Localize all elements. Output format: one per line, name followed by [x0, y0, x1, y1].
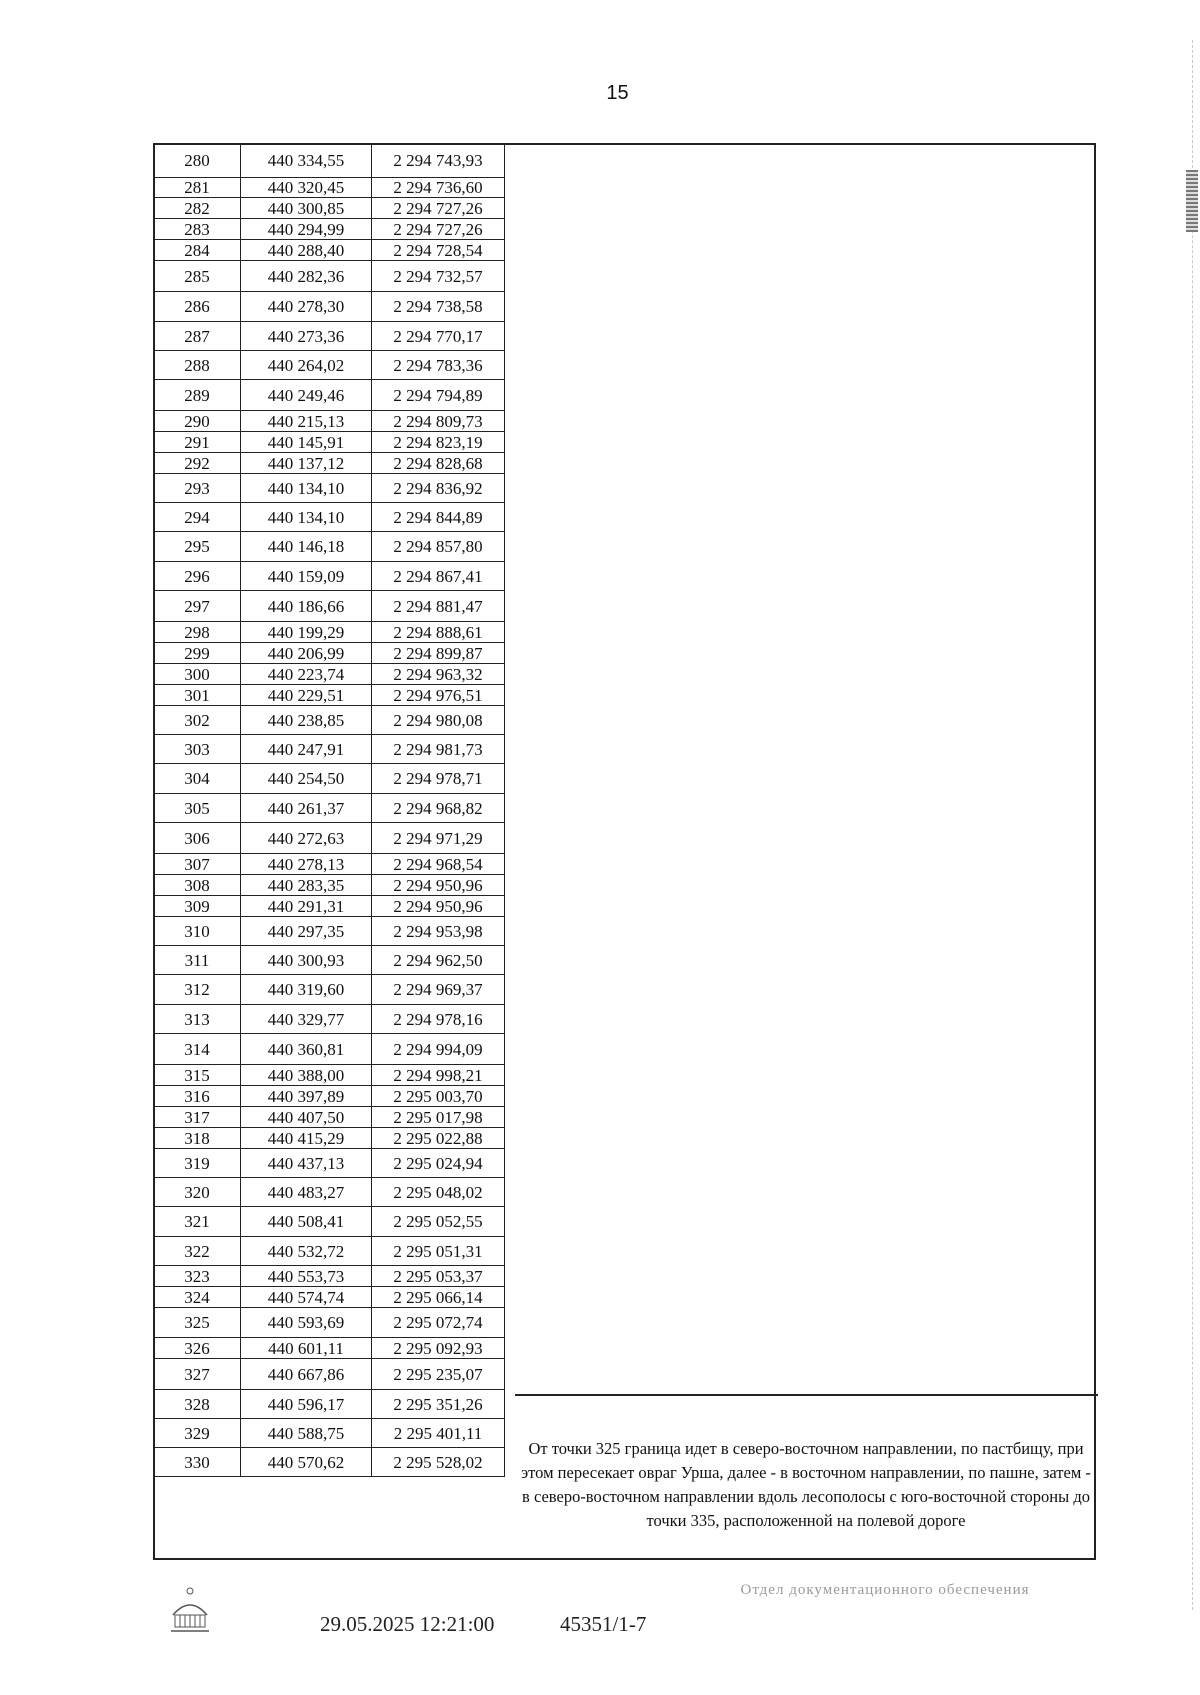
y-coordinate-cell: 2 295 092,93 — [372, 1338, 505, 1359]
table-row — [154, 411, 505, 432]
point-number-cell: 292 — [154, 453, 241, 474]
table-row — [154, 1308, 505, 1338]
point-number-cell: 305 — [154, 794, 241, 823]
table-row — [154, 643, 505, 664]
x-coordinate-cell: 440 199,29 — [241, 622, 372, 643]
y-coordinate-cell: 2 294 738,58 — [372, 292, 505, 322]
x-coordinate-cell: 440 397,89 — [241, 1086, 372, 1107]
x-coordinate-cell: 440 291,31 — [241, 896, 372, 917]
y-coordinate-cell: 2 295 066,14 — [372, 1287, 505, 1308]
y-coordinate-cell: 2 294 950,96 — [372, 875, 505, 896]
table-row — [154, 1419, 505, 1448]
y-coordinate-cell: 2 294 968,54 — [372, 854, 505, 875]
point-number-cell: 297 — [154, 591, 241, 622]
x-coordinate-cell: 440 329,77 — [241, 1005, 372, 1034]
y-coordinate-cell: 2 295 003,70 — [372, 1086, 505, 1107]
table-row — [154, 1065, 505, 1086]
point-number-cell: 296 — [154, 562, 241, 591]
x-coordinate-cell: 440 283,35 — [241, 875, 372, 896]
x-coordinate-cell: 440 570,62 — [241, 1448, 372, 1477]
x-coordinate-cell: 440 415,29 — [241, 1128, 372, 1149]
table-row — [154, 1287, 505, 1308]
footer-doc-number: 45351/1-7 — [560, 1612, 647, 1636]
y-coordinate-cell: 2 294 727,26 — [372, 219, 505, 240]
point-number-cell: 287 — [154, 322, 241, 351]
y-coordinate-cell: 2 294 823,19 — [372, 432, 505, 453]
table-row — [154, 735, 505, 764]
x-coordinate-cell: 440 334,55 — [241, 144, 372, 178]
point-number-cell: 299 — [154, 643, 241, 664]
table-row — [154, 1390, 505, 1419]
point-number-cell: 320 — [154, 1178, 241, 1207]
table-row — [154, 219, 505, 240]
x-coordinate-cell: 440 249,46 — [241, 380, 372, 411]
point-number-cell: 311 — [154, 946, 241, 975]
x-coordinate-cell: 440 278,13 — [241, 854, 372, 875]
x-coordinate-cell: 440 437,13 — [241, 1149, 372, 1178]
table-row — [154, 1005, 505, 1034]
point-number-cell: 329 — [154, 1419, 241, 1448]
table-row — [154, 764, 505, 794]
point-number-cell: 324 — [154, 1287, 241, 1308]
table-row — [154, 622, 505, 643]
table-row — [154, 562, 505, 591]
x-coordinate-cell: 440 574,74 — [241, 1287, 372, 1308]
y-coordinate-cell: 2 295 235,07 — [372, 1359, 505, 1390]
table-row — [154, 292, 505, 322]
table-row — [154, 946, 505, 975]
x-coordinate-cell: 440 532,72 — [241, 1237, 372, 1266]
y-coordinate-cell: 2 295 048,02 — [372, 1178, 505, 1207]
x-coordinate-cell: 440 278,30 — [241, 292, 372, 322]
x-coordinate-cell: 440 134,10 — [241, 503, 372, 532]
point-number-cell: 330 — [154, 1448, 241, 1477]
y-coordinate-cell: 2 295 401,11 — [372, 1419, 505, 1448]
point-number-cell: 308 — [154, 875, 241, 896]
y-coordinate-cell: 2 295 017,98 — [372, 1107, 505, 1128]
x-coordinate-cell: 440 297,35 — [241, 917, 372, 946]
table-row — [154, 794, 505, 823]
table-row — [154, 1448, 505, 1477]
y-coordinate-cell: 2 294 809,73 — [372, 411, 505, 432]
footer-datetime: 29.05.2025 12:21:00 — [320, 1612, 495, 1636]
x-coordinate-cell: 440 272,63 — [241, 823, 372, 854]
x-coordinate-cell: 440 508,41 — [241, 1207, 372, 1237]
point-number-cell: 307 — [154, 854, 241, 875]
table-row — [154, 591, 505, 622]
point-number-cell: 315 — [154, 1065, 241, 1086]
y-coordinate-cell: 2 294 881,47 — [372, 591, 505, 622]
point-number-cell: 327 — [154, 1359, 241, 1390]
table-row — [154, 917, 505, 946]
page-number: 15 — [606, 82, 629, 104]
point-number-cell: 322 — [154, 1237, 241, 1266]
point-number-cell: 282 — [154, 198, 241, 219]
x-coordinate-cell: 440 294,99 — [241, 219, 372, 240]
y-coordinate-cell: 2 294 963,32 — [372, 664, 505, 685]
table-row — [154, 854, 505, 875]
table-row — [154, 432, 505, 453]
x-coordinate-cell: 440 159,09 — [241, 562, 372, 591]
x-coordinate-cell: 440 282,36 — [241, 261, 372, 292]
y-coordinate-cell: 2 294 976,51 — [372, 685, 505, 706]
table-row — [154, 706, 505, 735]
table-row — [154, 322, 505, 351]
y-coordinate-cell: 2 294 727,26 — [372, 198, 505, 219]
point-number-cell: 306 — [154, 823, 241, 854]
y-coordinate-cell: 2 294 857,80 — [372, 532, 505, 562]
table-row — [154, 240, 505, 261]
table-row — [154, 1128, 505, 1149]
point-number-cell: 317 — [154, 1107, 241, 1128]
point-number-cell: 318 — [154, 1128, 241, 1149]
table-row — [154, 664, 505, 685]
point-number-cell: 326 — [154, 1338, 241, 1359]
y-coordinate-cell: 2 294 981,73 — [372, 735, 505, 764]
table-row — [154, 1338, 505, 1359]
table-row — [154, 144, 505, 178]
x-coordinate-cell: 440 588,75 — [241, 1419, 372, 1448]
point-number-cell: 286 — [154, 292, 241, 322]
point-number-cell: 300 — [154, 664, 241, 685]
y-coordinate-cell: 2 294 888,61 — [372, 622, 505, 643]
y-coordinate-cell: 2 294 962,50 — [372, 946, 505, 975]
x-coordinate-cell: 440 229,51 — [241, 685, 372, 706]
point-number-cell: 285 — [154, 261, 241, 292]
point-number-cell: 280 — [154, 144, 241, 178]
x-coordinate-cell: 440 593,69 — [241, 1308, 372, 1338]
y-coordinate-cell: 2 295 022,88 — [372, 1128, 505, 1149]
x-coordinate-cell: 440 186,66 — [241, 591, 372, 622]
y-coordinate-cell: 2 295 052,55 — [372, 1207, 505, 1237]
boundary-description: От точки 325 граница идет в северо-восточном направлении, по пастбищу, при этом пересекает овраг Урша, далее - в восточном направлении, по пашне, затем - в северо-восточном направлении вдоль лесополосы с юго-восточной стороны до точки 335, расположенной на полевой дороге — [521, 1439, 1091, 1530]
point-number-cell: 309 — [154, 896, 241, 917]
x-coordinate-cell: 440 300,85 — [241, 198, 372, 219]
x-coordinate-cell: 440 254,50 — [241, 764, 372, 794]
y-coordinate-cell: 2 294 978,16 — [372, 1005, 505, 1034]
point-number-cell: 303 — [154, 735, 241, 764]
y-coordinate-cell: 2 294 836,92 — [372, 474, 505, 503]
table-row — [154, 1178, 505, 1207]
x-coordinate-cell: 440 206,99 — [241, 643, 372, 664]
x-coordinate-cell: 440 146,18 — [241, 532, 372, 562]
y-coordinate-cell: 2 294 950,96 — [372, 896, 505, 917]
y-coordinate-cell: 2 294 994,09 — [372, 1034, 505, 1065]
x-coordinate-cell: 440 145,91 — [241, 432, 372, 453]
y-coordinate-cell: 2 294 971,29 — [372, 823, 505, 854]
x-coordinate-cell: 440 388,00 — [241, 1065, 372, 1086]
table-row — [154, 1237, 505, 1266]
y-coordinate-cell: 2 294 728,54 — [372, 240, 505, 261]
y-coordinate-cell: 2 294 732,57 — [372, 261, 505, 292]
point-number-cell: 313 — [154, 1005, 241, 1034]
x-coordinate-cell: 440 320,45 — [241, 178, 372, 198]
y-coordinate-cell: 2 295 528,02 — [372, 1448, 505, 1477]
point-number-cell: 316 — [154, 1086, 241, 1107]
x-coordinate-cell: 440 601,11 — [241, 1338, 372, 1359]
table-row — [154, 1149, 505, 1178]
table-row — [154, 453, 505, 474]
y-coordinate-cell: 2 294 998,21 — [372, 1065, 505, 1086]
y-coordinate-cell: 2 295 072,74 — [372, 1308, 505, 1338]
coordinates-table — [153, 143, 505, 1477]
table-row — [154, 380, 505, 411]
point-number-cell: 301 — [154, 685, 241, 706]
x-coordinate-cell: 440 483,27 — [241, 1178, 372, 1207]
x-coordinate-cell: 440 407,50 — [241, 1107, 372, 1128]
table-row — [154, 1207, 505, 1237]
table-row — [154, 875, 505, 896]
table-row — [154, 351, 505, 380]
x-coordinate-cell: 440 134,10 — [241, 474, 372, 503]
point-number-cell: 290 — [154, 411, 241, 432]
table-row — [154, 198, 505, 219]
table-row — [154, 503, 505, 532]
x-coordinate-cell: 440 360,81 — [241, 1034, 372, 1065]
table-row — [154, 685, 505, 706]
point-number-cell: 288 — [154, 351, 241, 380]
y-coordinate-cell: 2 294 794,89 — [372, 380, 505, 411]
scan-mark-artifact — [1186, 170, 1198, 232]
point-number-cell: 325 — [154, 1308, 241, 1338]
point-number-cell: 314 — [154, 1034, 241, 1065]
x-coordinate-cell: 440 553,73 — [241, 1266, 372, 1287]
point-number-cell: 284 — [154, 240, 241, 261]
coordinates-table-body — [154, 144, 505, 1477]
y-coordinate-cell: 2 294 980,08 — [372, 706, 505, 735]
emblem-icon — [167, 1585, 213, 1635]
x-coordinate-cell: 440 288,40 — [241, 240, 372, 261]
point-number-cell: 294 — [154, 503, 241, 532]
table-row — [154, 178, 505, 198]
point-number-cell: 310 — [154, 917, 241, 946]
table-row — [154, 1086, 505, 1107]
scan-edge-artifact — [1192, 40, 1193, 1610]
y-coordinate-cell: 2 294 844,89 — [372, 503, 505, 532]
y-coordinate-cell: 2 294 736,60 — [372, 178, 505, 198]
point-number-cell: 283 — [154, 219, 241, 240]
y-coordinate-cell: 2 295 053,37 — [372, 1266, 505, 1287]
y-coordinate-cell: 2 294 783,36 — [372, 351, 505, 380]
x-coordinate-cell: 440 273,36 — [241, 322, 372, 351]
y-coordinate-cell: 2 294 899,87 — [372, 643, 505, 664]
y-coordinate-cell: 2 295 051,31 — [372, 1237, 505, 1266]
x-coordinate-cell: 440 319,60 — [241, 975, 372, 1005]
x-coordinate-cell: 440 261,37 — [241, 794, 372, 823]
point-number-cell: 302 — [154, 706, 241, 735]
y-coordinate-cell: 2 294 969,37 — [372, 975, 505, 1005]
table-row — [154, 975, 505, 1005]
table-row — [154, 1107, 505, 1128]
point-number-cell: 328 — [154, 1390, 241, 1419]
point-number-cell: 321 — [154, 1207, 241, 1237]
y-coordinate-cell: 2 294 770,17 — [372, 322, 505, 351]
y-coordinate-cell: 2 294 867,41 — [372, 562, 505, 591]
point-number-cell: 295 — [154, 532, 241, 562]
x-coordinate-cell: 440 247,91 — [241, 735, 372, 764]
y-coordinate-cell: 2 295 024,94 — [372, 1149, 505, 1178]
point-number-cell: 289 — [154, 380, 241, 411]
table-row — [154, 896, 505, 917]
x-coordinate-cell: 440 238,85 — [241, 706, 372, 735]
description-divider — [515, 1394, 1098, 1396]
y-coordinate-cell: 2 295 351,26 — [372, 1390, 505, 1419]
point-number-cell: 293 — [154, 474, 241, 503]
point-number-cell: 298 — [154, 622, 241, 643]
point-number-cell: 291 — [154, 432, 241, 453]
x-coordinate-cell: 440 137,12 — [241, 453, 372, 474]
y-coordinate-cell: 2 294 953,98 — [372, 917, 505, 946]
y-coordinate-cell: 2 294 968,82 — [372, 794, 505, 823]
x-coordinate-cell: 440 300,93 — [241, 946, 372, 975]
table-row — [154, 1034, 505, 1065]
y-coordinate-cell: 2 294 828,68 — [372, 453, 505, 474]
table-row — [154, 532, 505, 562]
table-row — [154, 1359, 505, 1390]
x-coordinate-cell: 440 223,74 — [241, 664, 372, 685]
point-number-cell: 323 — [154, 1266, 241, 1287]
department-stamp: Отдел документационного обеспечения — [740, 1582, 1030, 1598]
table-row — [154, 474, 505, 503]
table-row — [154, 823, 505, 854]
x-coordinate-cell: 440 667,86 — [241, 1359, 372, 1390]
point-number-cell: 281 — [154, 178, 241, 198]
x-coordinate-cell: 440 264,02 — [241, 351, 372, 380]
x-coordinate-cell: 440 215,13 — [241, 411, 372, 432]
point-number-cell: 319 — [154, 1149, 241, 1178]
y-coordinate-cell: 2 294 743,93 — [372, 144, 505, 178]
point-number-cell: 312 — [154, 975, 241, 1005]
table-row — [154, 261, 505, 292]
table-row — [154, 1266, 505, 1287]
point-number-cell: 304 — [154, 764, 241, 794]
x-coordinate-cell: 440 596,17 — [241, 1390, 372, 1419]
y-coordinate-cell: 2 294 978,71 — [372, 764, 505, 794]
